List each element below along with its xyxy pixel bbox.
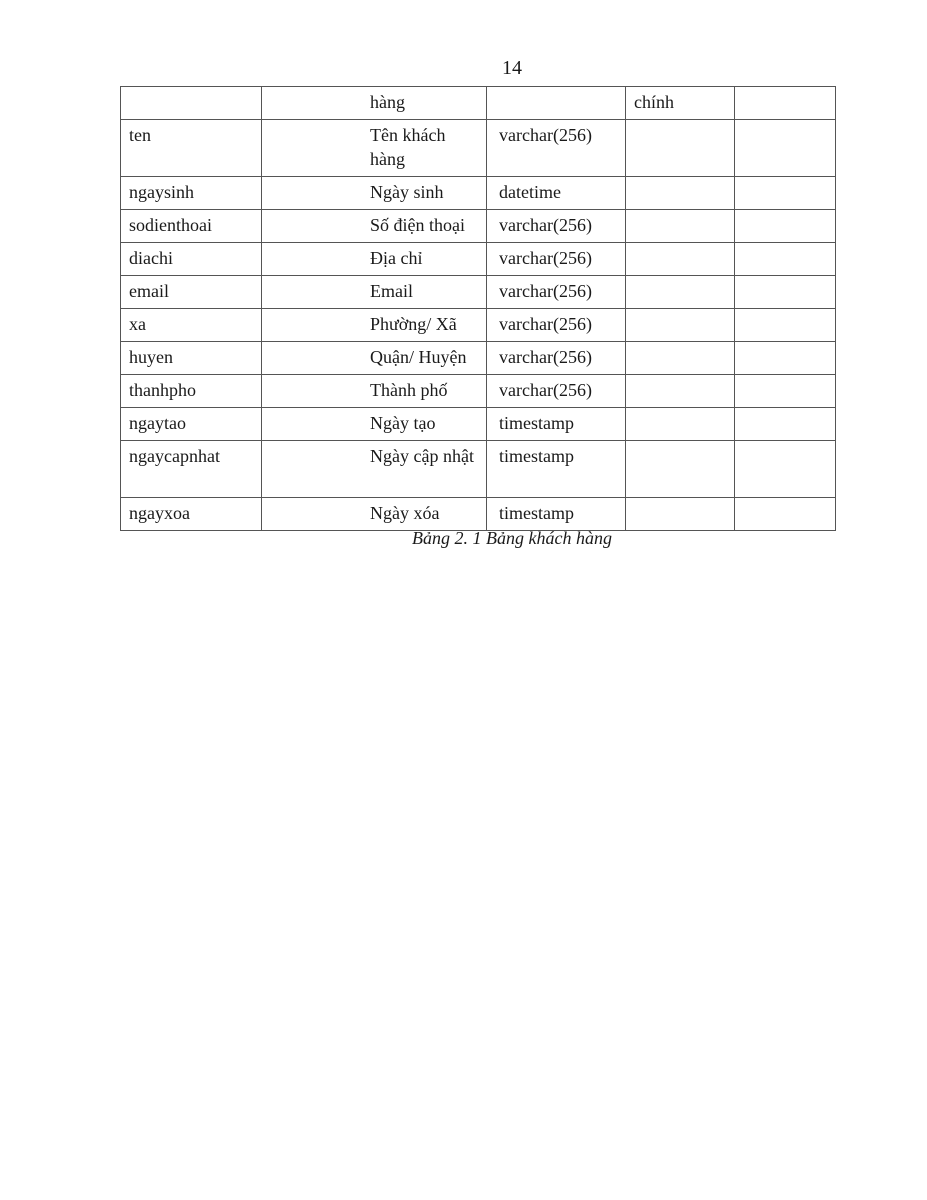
field-type-cell: varchar(256) [487,375,626,408]
table-row [121,87,836,120]
field-key-cell [626,177,735,210]
field-name-cell: huyen [121,342,262,375]
field-type-cell: timestamp [487,441,626,498]
field-type-cell: varchar(256) [487,120,626,177]
field-description-cell: Phường/ Xã [262,309,487,342]
field-note-cell [735,408,836,441]
field-name-cell: ngaysinh [121,177,262,210]
field-key-cell [626,309,735,342]
field-name-cell: ten [121,120,262,177]
table-row [121,408,836,441]
field-type-cell: varchar(256) [487,342,626,375]
table-row [121,375,836,408]
field-name-cell: email [121,276,262,309]
field-key-cell: chính [626,87,735,120]
table-row [121,177,836,210]
table-row [121,210,836,243]
field-description-cell: Email [262,276,487,309]
field-type-cell: datetime [487,177,626,210]
field-description-cell: Quận/ Huyện [262,342,487,375]
field-description-cell: Ngày sinh [262,177,487,210]
field-key-cell [626,243,735,276]
field-note-cell [735,309,836,342]
field-type-cell: varchar(256) [487,243,626,276]
field-type-cell [487,87,626,120]
field-note-cell [735,87,836,120]
table-row [121,243,836,276]
field-description-cell: hàng [262,87,487,120]
field-key-cell [626,210,735,243]
customer-schema-table [120,86,836,531]
field-note-cell [735,210,836,243]
field-key-cell [626,408,735,441]
field-description-cell: Tên khách hàng [262,120,487,177]
field-type-cell: varchar(256) [487,210,626,243]
field-type-cell: varchar(256) [487,309,626,342]
field-key-cell [626,441,735,498]
field-key-cell [626,342,735,375]
table-caption: Bảng 2. 1 Bảng khách hàng [412,528,612,548]
field-description-cell: Ngày xóa [262,498,487,531]
page-number: 14 [502,57,522,79]
field-description-cell: Số điện thoại [262,210,487,243]
field-key-cell [626,375,735,408]
table-row [121,120,836,177]
field-name-cell: sodienthoai [121,210,262,243]
table-row [121,342,836,375]
field-note-cell [735,375,836,408]
field-type-cell: timestamp [487,498,626,531]
field-name-cell: ngaytao [121,408,262,441]
field-note-cell [735,177,836,210]
field-name-cell [121,87,262,120]
field-name-cell: ngayxoa [121,498,262,531]
field-name-cell: ngaycapnhat [121,441,262,498]
table-row [121,276,836,309]
field-type-cell: timestamp [487,408,626,441]
field-note-cell [735,342,836,375]
field-name-cell: xa [121,309,262,342]
field-name-cell: thanhpho [121,375,262,408]
field-name-cell: diachi [121,243,262,276]
field-description-cell: Ngày cập nhật [262,441,487,498]
field-description-cell: Thành phố [262,375,487,408]
field-note-cell [735,120,836,177]
field-note-cell [735,276,836,309]
field-description-cell: Ngày tạo [262,408,487,441]
field-key-cell [626,276,735,309]
table-row [121,309,836,342]
field-description-cell: Địa chỉ [262,243,487,276]
field-note-cell [735,243,836,276]
table-row [121,441,836,498]
field-note-cell [735,441,836,498]
field-key-cell [626,120,735,177]
field-type-cell: varchar(256) [487,276,626,309]
